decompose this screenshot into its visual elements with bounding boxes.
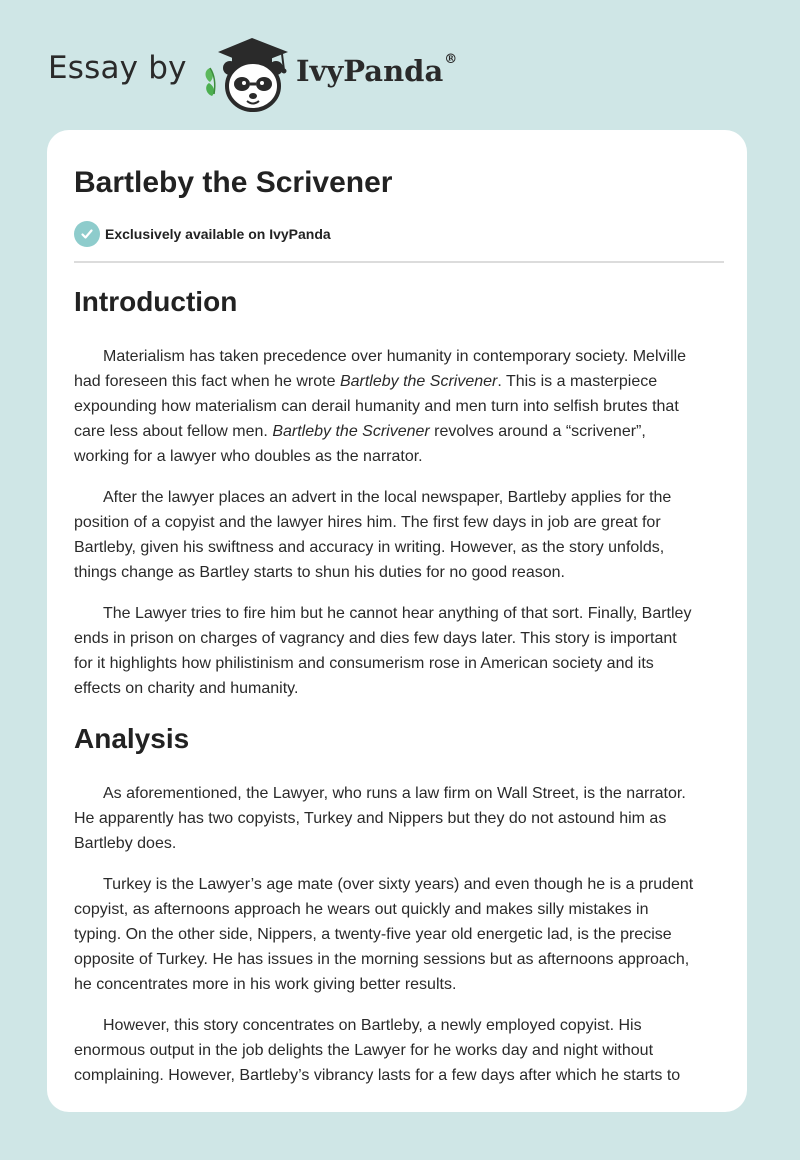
paragraph-line: working for a lawyer who doubles as the narrator. (74, 448, 423, 465)
brand-prefix: Essay by (48, 50, 187, 86)
book-title: Bartleby the Scrivener (339, 373, 498, 390)
paragraph-line: However, this story concentrates on Bartleby, a newly employed copyist. His (103, 1017, 642, 1034)
paragraph-line: care less about fellow men. Bartleby the Scrivener revolves around a “scrivener”, (74, 423, 646, 440)
essay-body (74, 280, 724, 1104)
section-heading-introduction: Introduction (74, 286, 238, 317)
paragraph (74, 1013, 724, 1088)
section-heading-analysis: Analysis (74, 723, 190, 754)
page-title: Bartleby the Scrivener (74, 166, 393, 199)
paragraph-line: things change as Bartley starts to shun his duties for no good reason. (74, 564, 565, 581)
checkmark-icon (74, 221, 100, 247)
paragraph-line: position of a copyist and the lawyer hires him. The first few days in job are great for (74, 514, 661, 531)
paragraph-line: He apparently has two copyists, Turkey and Nippers but they do not astound him as (74, 810, 667, 827)
paragraph-line: Bartleby does. (74, 835, 177, 852)
paragraph (74, 872, 724, 997)
registered-mark: ® (444, 52, 458, 67)
paragraph-line: After the lawyer places an advert in the local newspaper, Bartleby applies for the (103, 489, 672, 506)
paragraph-line: complaining. However, Bartleby’s vibrancy lasts for a few days after which he starts to (74, 1067, 681, 1084)
paragraph-line: The Lawyer tries to fire him but he cannot hear anything of that sort. Finally, Bartley (103, 605, 692, 622)
paragraph (74, 485, 724, 585)
paragraph-line: Bartleby, given his swiftness and accuracy in writing. However, as the story unfolds, (74, 539, 665, 556)
badge-label: Exclusively available on IvyPanda (105, 226, 331, 242)
paragraph-line: Materialism has taken precedence over humanity in contemporary society. Melville (103, 348, 687, 365)
paragraph-line: ends in prison on charges of vagrancy and dies few days later. This story is important (74, 630, 677, 647)
paragraph (74, 781, 724, 856)
essay-card (47, 130, 747, 1112)
paragraph-line: he concentrates more in his work giving better results. (74, 976, 457, 993)
site-header (0, 0, 800, 130)
divider (74, 261, 724, 263)
paragraph-line: copyist, as afternoons approach he wears out quickly and makes silly mistakes in (74, 901, 649, 918)
book-title: Bartleby the Scrivener (272, 423, 430, 440)
paragraph-line: opposite of Turkey. He has issues in the morning sessions but as afternoons approach, (74, 951, 690, 968)
paragraph (74, 344, 724, 469)
paragraph-line: enormous output in the job delights the Lawyer for he works day and night without (74, 1042, 654, 1059)
paragraph-line: had foreseen this fact when he wrote Bartleby the Scrivener. This is a masterpiece (74, 373, 658, 390)
paragraph-line: As aforementioned, the Lawyer, who runs a law firm on Wall Street, is the narrator. (103, 785, 686, 802)
brand-name[interactable]: IvyPanda® (296, 52, 458, 88)
paragraph-line: Turkey is the Lawyer’s age mate (over sixty years) and even though he is a prudent (103, 876, 694, 893)
exclusive-badge (74, 221, 331, 247)
paragraph-line: expounding how materialism can derail humanity and men turn into selfish brutes that (74, 398, 679, 415)
paragraph-line: effects on charity and humanity. (74, 680, 299, 697)
panda-graduate-logo-icon[interactable] (200, 34, 296, 112)
paragraph (74, 601, 724, 701)
paragraph-line: typing. On the other side, Nippers, a twenty-five year old energetic lad, is the precise (74, 926, 672, 943)
paragraph-line: for it highlights how philistinism and consumerism rose in American society and its (74, 655, 654, 672)
